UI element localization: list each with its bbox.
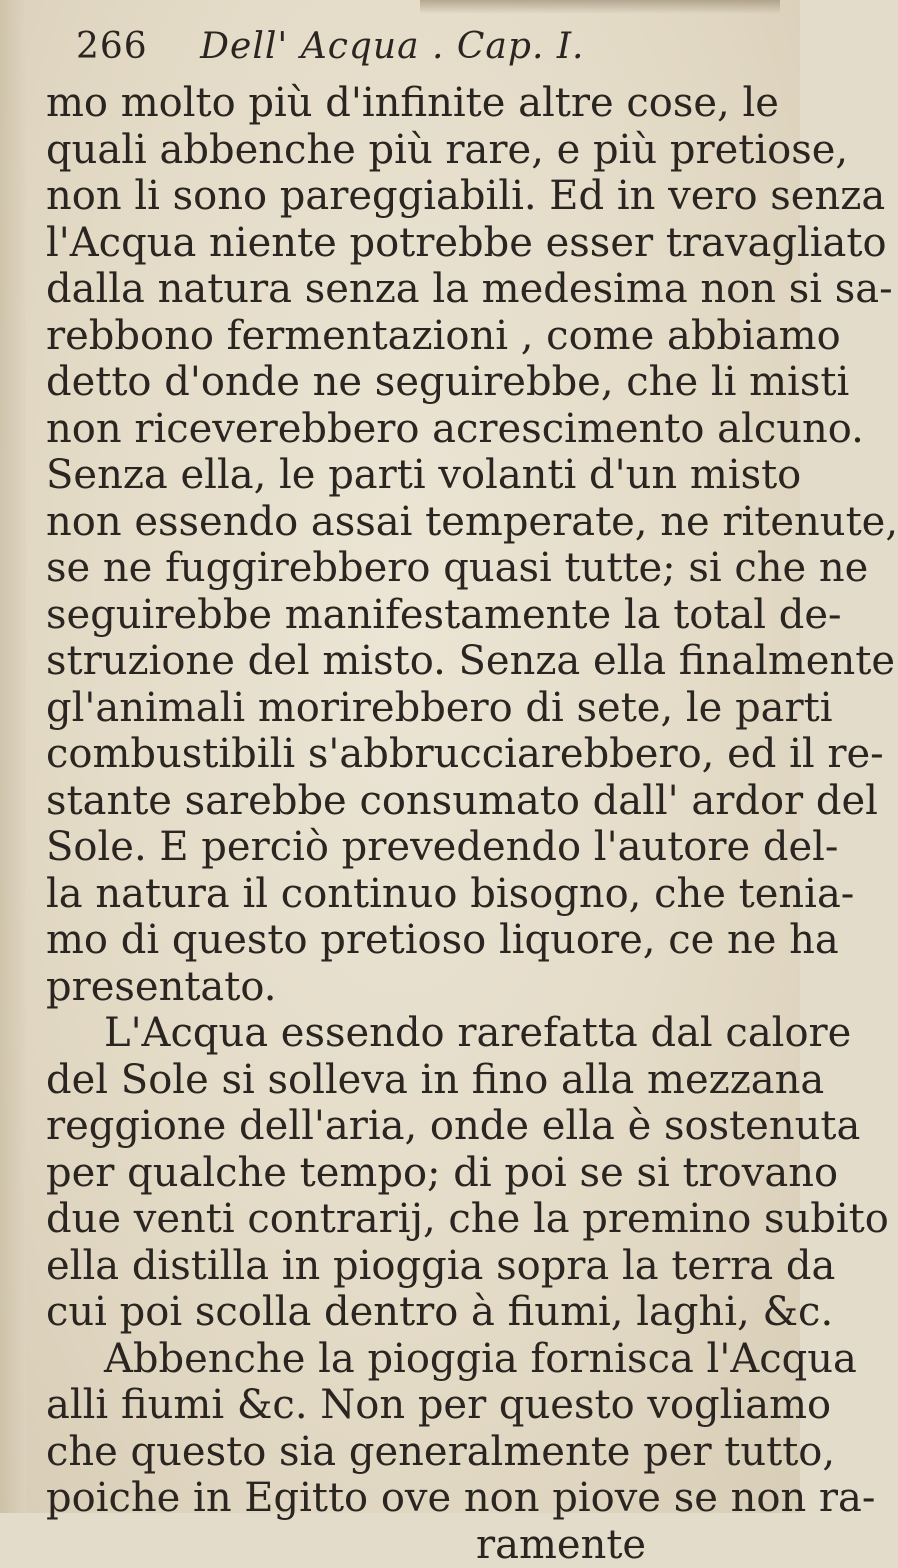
text-line: dalla natura senza la medesima non si sa- xyxy=(46,266,776,313)
text-line: che questo sia generalmente per tutto, xyxy=(46,1429,776,1476)
text-line: la natura il continuo bisogno, che tenia- xyxy=(46,871,776,918)
text-line: mo molto più d'infinite altre cose, le xyxy=(46,80,776,127)
text-line: Sole. E perciò prevedendo l'autore del- xyxy=(46,824,776,871)
page-top-edge xyxy=(420,0,780,14)
text-line: gl'animali morirebbero di sete, le parti xyxy=(46,685,776,732)
text-line: L'Acqua essendo rarefatta dal calore xyxy=(46,1010,776,1057)
text-line: detto d'onde ne seguirebbe, che li misti xyxy=(46,359,776,406)
text-line: alli fiumi &c. Non per questo vogliamo xyxy=(46,1382,776,1429)
text-line: non riceverebbero acrescimento alcuno. xyxy=(46,406,776,453)
text-line: mo di questo pretioso liquore, ce ne ha xyxy=(46,917,776,964)
running-head xyxy=(76,26,476,82)
text-line: Senza ella, le parti volanti d'un misto xyxy=(46,452,776,499)
text-line: non essendo assai temperate, ne ritenute, xyxy=(46,499,776,546)
text-line: non li sono pareggiabili. Ed in vero senza xyxy=(46,173,776,220)
text-line: cui poi scolla dentro à fiumi, laghi, &c. xyxy=(46,1289,776,1336)
text-line: se ne fuggirebbero quasi tutte; si che ne xyxy=(46,545,776,592)
text-line: rebbono fermentazioni , come abbiamo xyxy=(46,313,776,360)
text-line: struzione del misto. Senza ella finalmente xyxy=(46,638,776,685)
text-line: ella distilla in pioggia sopra la terra da xyxy=(46,1243,776,1290)
page-gutter-shadow xyxy=(0,0,26,1513)
text-line: seguirebbe manifestamente la total de- xyxy=(46,592,776,639)
text-line: stante sarebbe consumato dall' ardor del xyxy=(46,778,776,825)
text-line: poiche in Egitto ove non piove se non ra- xyxy=(46,1475,776,1522)
text-line: l'Acqua niente potrebbe esser travagliato xyxy=(46,220,776,267)
text-line: per qualche tempo; di poi se si trovano xyxy=(46,1150,776,1197)
text-line: presentato. xyxy=(46,964,776,1011)
page-number: 266 xyxy=(76,26,148,67)
text-line: Abbenche la pioggia fornisca l'Acqua xyxy=(46,1336,776,1383)
text-line: ramente xyxy=(46,1522,776,1568)
body-text xyxy=(46,80,776,1568)
text-line: combustibili s'abbrucciarebbero, ed il re- xyxy=(46,731,776,778)
text-line: quali abbenche più rare, e più pretiose, xyxy=(46,127,776,174)
text-line: del Sole si solleva in fino alla mezzana xyxy=(46,1057,776,1104)
text-line: reggione dell'aria, onde ella è sostenuta xyxy=(46,1103,776,1150)
running-title: Dell' Acqua . Cap. I. xyxy=(200,26,584,67)
text-line: due venti contrarij, che la premino subito xyxy=(46,1196,776,1243)
